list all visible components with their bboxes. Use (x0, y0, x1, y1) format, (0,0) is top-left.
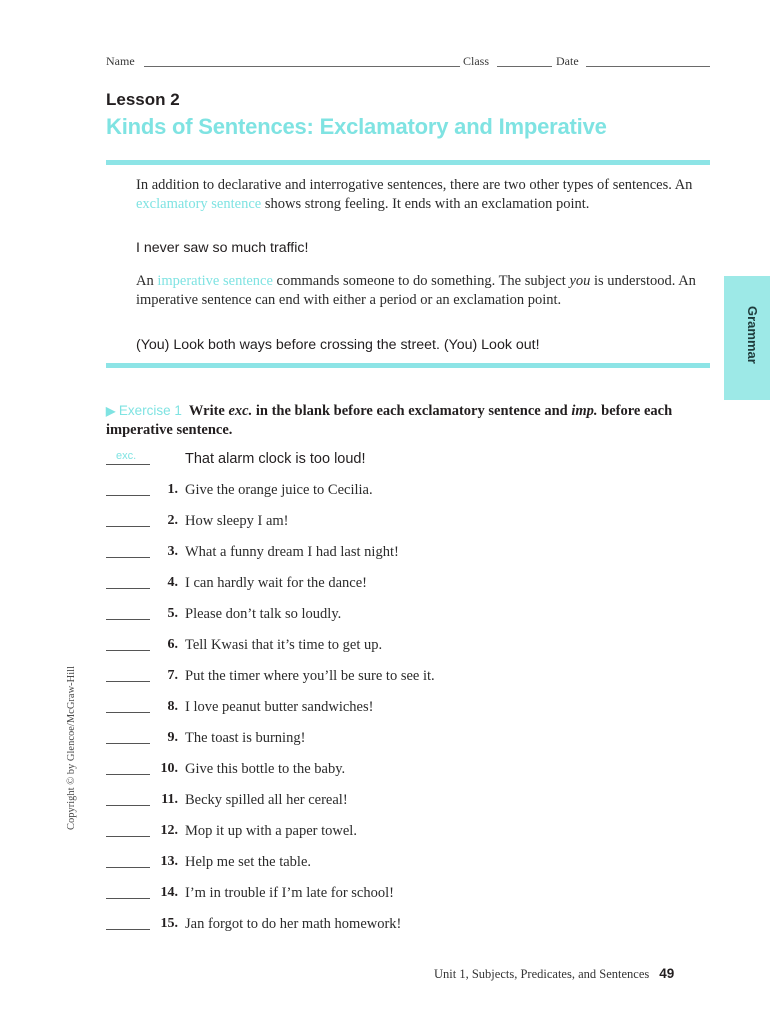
intro-text: is understood. An imperative sentence can end with either a period or an exclamation point. (136, 273, 696, 308)
item-sentence: What a funny dream I had last night! (185, 544, 399, 560)
date-label: Date (556, 54, 579, 68)
class-label: Class (463, 54, 490, 68)
exercise-item (106, 511, 706, 535)
item-number: 15. (160, 916, 178, 931)
exercise-item (106, 759, 706, 783)
top-divider (106, 160, 710, 165)
answer-blank[interactable] (106, 867, 150, 868)
item-sentence: Jan forgot to do her math homework! (185, 916, 402, 932)
intro-text: In addition to declarative and interrogative sentences, there are two other types of sentences. An (136, 177, 693, 193)
item-sentence: Tell Kwasi that it’s time to get up. (185, 637, 383, 653)
grammar-side-tab (724, 276, 770, 400)
page-title: Kinds of Sentences: Exclamatory and Imperative (106, 114, 607, 139)
answer-blank[interactable] (106, 743, 150, 744)
sample-item (106, 450, 706, 470)
name-label: Name (106, 54, 135, 68)
intro-paragraph-imperative (136, 272, 696, 310)
exercise-item (106, 604, 706, 628)
imperative-term: imperative sentence (157, 273, 273, 289)
exercise-item (106, 480, 706, 504)
item-number: 14. (160, 885, 178, 900)
intro-paragraph-exclamatory (136, 176, 696, 214)
exercise-item (106, 573, 706, 597)
exercise-instructions (106, 401, 710, 440)
class-field[interactable] (497, 66, 552, 67)
exercise-item (106, 790, 706, 814)
item-number: 6. (167, 637, 178, 652)
answer-blank[interactable] (106, 836, 150, 837)
name-field[interactable] (144, 66, 460, 67)
unit-title: Unit 1, Subjects, Predicates, and Sentences (434, 967, 650, 981)
sample-answer: exc. (116, 450, 137, 462)
item-number: 8. (167, 699, 178, 714)
arrow-icon: ▶ (106, 404, 116, 418)
answer-blank[interactable] (106, 898, 150, 899)
item-number: 7. (167, 668, 178, 683)
item-sentence: Please don’t talk so loudly. (185, 606, 342, 622)
example-exclamatory: I never saw so much traffic! (136, 240, 309, 256)
lesson-number: Lesson 2 (106, 90, 180, 109)
bottom-divider (106, 363, 710, 368)
item-sentence: Mop it up with a paper towel. (185, 823, 357, 839)
example-imperative: (You) Look both ways before crossing the street. (You) Look out! (136, 337, 540, 353)
answer-blank[interactable] (106, 495, 150, 496)
answer-blank[interactable] (106, 774, 150, 775)
item-number: 3. (167, 544, 178, 559)
exercise-item (106, 542, 706, 566)
item-number: 5. (167, 606, 178, 621)
answer-blank[interactable] (106, 712, 150, 713)
instruction-text: before each imperative sentence. (106, 403, 673, 438)
exercise-item (106, 883, 706, 907)
answer-blank[interactable] (106, 557, 150, 558)
intro-text: commands someone to do something. The subject (272, 273, 570, 289)
instruction-text: in the blank before each exclamatory sentence and (252, 403, 572, 419)
item-sentence: Put the timer where you’ll be sure to see it. (185, 668, 435, 684)
item-sentence: I can hardly wait for the dance! (185, 575, 367, 591)
student-info-header (106, 54, 710, 70)
exercise-label: Exercise 1 (118, 403, 182, 418)
copyright-notice: Copyright © by Glencoe/McGraw-Hill (66, 666, 77, 830)
instruction-text: Write (188, 403, 229, 419)
sample-answer-blank (106, 464, 150, 465)
page-footer (434, 966, 674, 982)
item-sentence: Help me set the table. (185, 854, 312, 870)
item-number: 4. (167, 575, 178, 590)
answer-blank[interactable] (106, 929, 150, 930)
exercise-item (106, 635, 706, 659)
item-number: 11. (161, 792, 178, 807)
exclamatory-term: exclamatory sentence (136, 196, 262, 212)
item-sentence: I love peanut butter sandwiches! (185, 699, 374, 715)
item-sentence: Give the orange juice to Cecilia. (185, 482, 373, 498)
exercise-item (106, 697, 706, 721)
item-sentence: The toast is burning! (185, 730, 306, 746)
item-number: 10. (160, 761, 178, 776)
instruction-exc: exc. (228, 403, 253, 419)
answer-blank[interactable] (106, 619, 150, 620)
item-number: 1. (167, 482, 178, 497)
exercise-item (106, 821, 706, 845)
answer-blank[interactable] (106, 805, 150, 806)
item-number: 2. (167, 513, 178, 528)
exercise-item (106, 852, 706, 876)
exercise-item (106, 666, 706, 690)
item-sentence: How sleepy I am! (185, 513, 289, 529)
answer-blank[interactable] (106, 526, 150, 527)
exercise-item (106, 728, 706, 752)
sample-sentence: That alarm clock is too loud! (185, 451, 366, 467)
date-field[interactable] (586, 66, 710, 67)
item-number: 12. (160, 823, 178, 838)
intro-text: shows strong feeling. It ends with an exclamation point. (261, 196, 590, 212)
answer-blank[interactable] (106, 588, 150, 589)
instruction-imp: imp. (571, 403, 598, 419)
item-number: 9. (167, 730, 178, 745)
you-word: you (569, 273, 591, 289)
answer-blank[interactable] (106, 650, 150, 651)
page-number: 49 (659, 966, 675, 981)
exercise-item (106, 914, 706, 938)
item-sentence: I’m in trouble if I’m late for school! (185, 885, 394, 901)
side-tab-label: Grammar (745, 306, 760, 364)
item-number: 13. (160, 854, 178, 869)
answer-blank[interactable] (106, 681, 150, 682)
item-sentence: Give this bottle to the baby. (185, 761, 346, 777)
item-sentence: Becky spilled all her cereal! (185, 792, 348, 808)
intro-text: An (136, 273, 158, 289)
